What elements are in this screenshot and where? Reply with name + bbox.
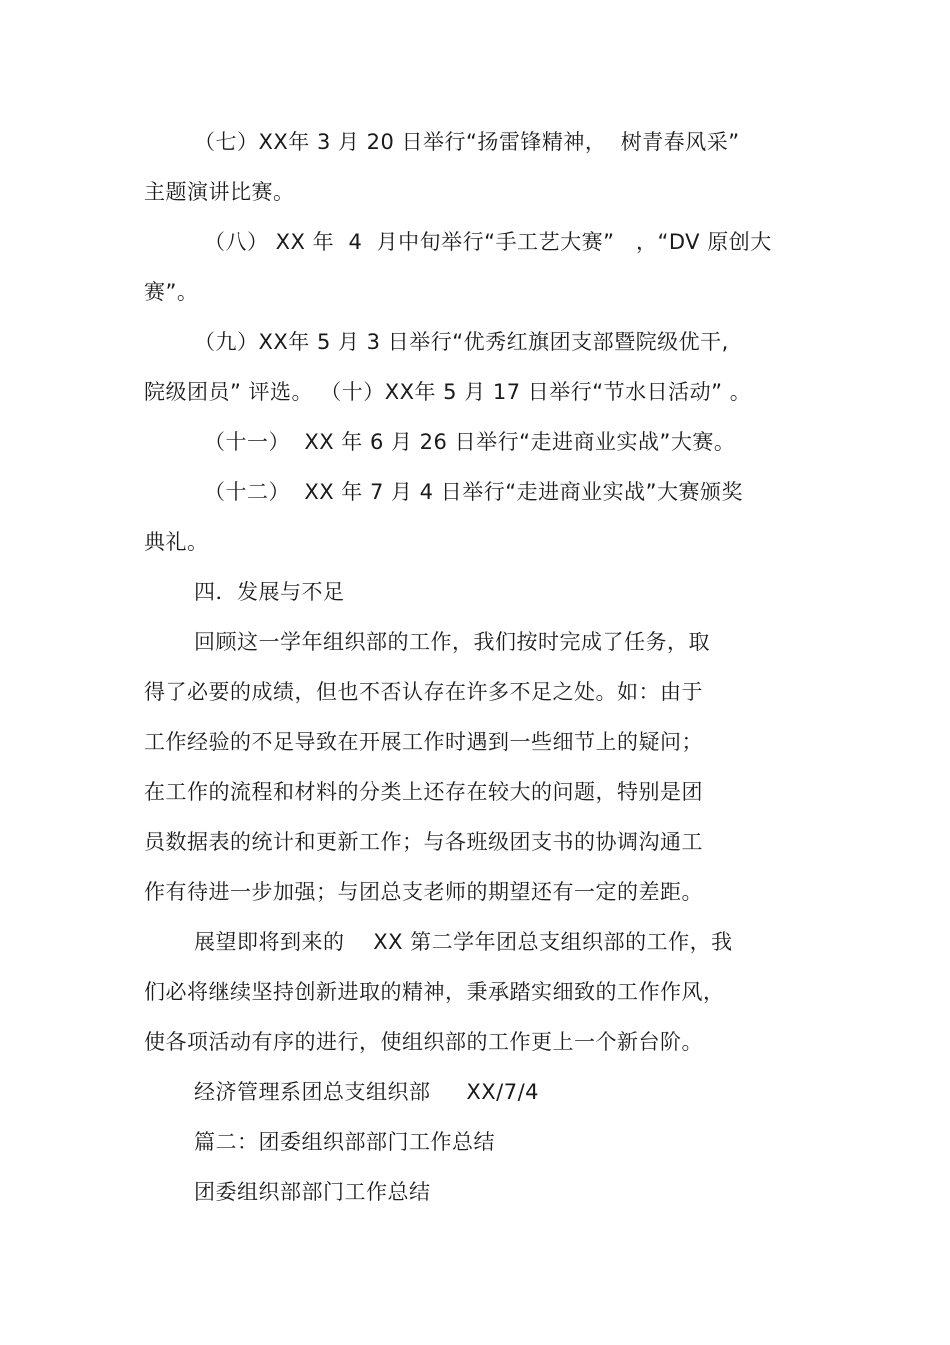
text-line-outlook-2: 们必将继续坚持创新进取的精神，秉承踏实细致的工作作风，	[144, 980, 725, 1004]
text-line-activity-11: （十一） XX 年 6 月 26 日举行“走进商业实战”大赛。	[204, 430, 736, 454]
text-line-review-5: 员数据表的统计和更新工作；与各班级团支书的协调沟通工	[144, 830, 703, 854]
text-line-review-4: 在工作的流程和材料的分类上还存在较大的问题，特别是团	[144, 780, 703, 804]
text-line-review-1: 回顾这一学年组织部的工作，我们按时完成了任务，取	[194, 630, 710, 654]
text-line-activity-12: （十二） XX 年 7 月 4 日举行“走进商业实战”大赛颁奖	[204, 480, 743, 504]
text-line-review-3: 工作经验的不足导致在开展工作时遇到一些细节上的疑问；	[144, 730, 703, 754]
part-two-heading: 篇二：团委组织部部门工作总结	[194, 1130, 495, 1154]
text-line-activity-8-cont: 赛”。	[144, 280, 199, 304]
text-line-outlook-3: 使各项活动有序的进行，使组织部的工作更上一个新台阶。	[144, 1030, 703, 1054]
text-line-activity-7: （七）XX年 3 月 20 日举行“扬雷锋精神， 树青春风采”	[194, 130, 740, 154]
signature-line: 经济管理系团总支组织部 XX/7/4	[194, 1080, 540, 1104]
text-line-activity-8: （八） XX 年 4 月中旬举行“手工艺大赛” ，“DV 原创大	[204, 230, 772, 254]
text-line-outlook-1: 展望即将到来的 XX 第二学年团总支组织部的工作，我	[194, 930, 733, 954]
section-heading: 四．发展与不足	[194, 580, 345, 604]
part-two-title: 团委组织部部门工作总结	[194, 1180, 431, 1204]
text-line-activity-12-cont: 典礼。	[144, 530, 209, 554]
text-line-activity-7-cont: 主题演讲比赛。	[144, 180, 295, 204]
text-line-activity-9-10: 院级团员” 评选。 （十）XX年 5 月 17 日举行“节水日活动” 。	[144, 380, 752, 404]
text-line-review-6: 作有待进一步加强；与团总支老师的期望还有一定的差距。	[144, 880, 703, 904]
text-line-activity-9: （九）XX年 5 月 3 日举行“优秀红旗团支部暨院级优干,	[194, 330, 729, 354]
text-line-review-2: 得了必要的成绩，但也不否认存在许多不足之处。如：由于	[144, 680, 703, 704]
